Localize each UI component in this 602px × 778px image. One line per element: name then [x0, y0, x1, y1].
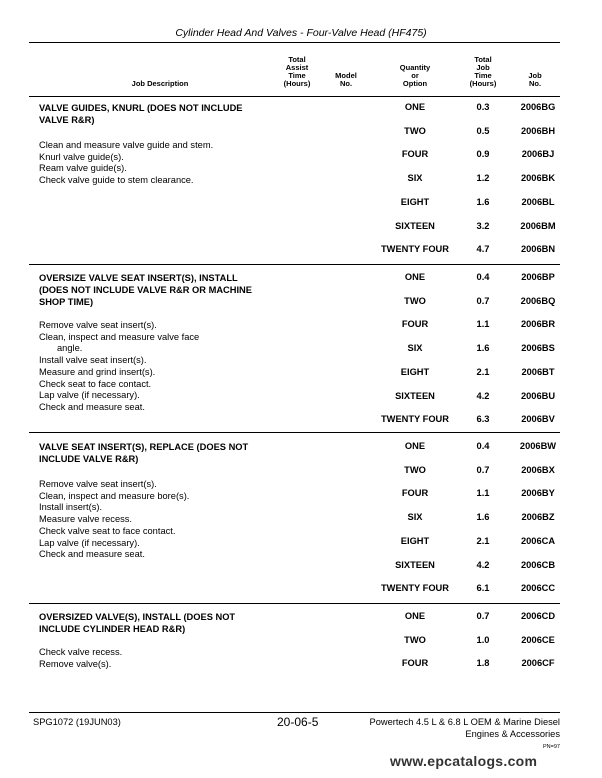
quantity-option: SIX — [407, 173, 423, 184]
job-time: 0.4 — [476, 441, 490, 451]
pn-label: PN=97 — [543, 744, 560, 750]
job-number: 2006BW — [519, 441, 557, 451]
section-heading: INCLUDE VALVE R&R) — [39, 454, 139, 464]
col-job-description: Job Description — [131, 79, 189, 88]
section-heading: OVERSIZE VALVE SEAT INSERT(S), INSTALL — [39, 273, 238, 283]
procedure-step: Clean, inspect and measure bore(s). — [39, 490, 190, 501]
procedure-step: Check and measure seat. — [39, 401, 145, 412]
procedure-step: Check valve guide to stem clearance. — [39, 175, 194, 186]
job-number: 2006CA — [520, 535, 556, 546]
header-line: Total — [288, 55, 306, 64]
header-rule — [29, 42, 560, 43]
job-time: 0.7 — [476, 464, 490, 475]
job-time: 0.9 — [476, 149, 490, 160]
col-total-job-time — [462, 56, 504, 88]
job-number: 2006BL — [521, 196, 555, 207]
column-header-rule — [29, 96, 560, 97]
header-line: Model — [335, 71, 357, 80]
quantity-option: TWENTY FOUR — [380, 414, 449, 425]
job-number: 2006BJ — [521, 149, 555, 160]
section-heading: (DOES NOT INCLUDE VALVE R&R OR MACHINE — [39, 285, 252, 295]
quantity-option: SIXTEEN — [395, 390, 435, 401]
section-heading: OVERSIZED VALVE(S), INSTALL (DOES NOT — [39, 612, 236, 622]
procedure-step: Install valve seat insert(s). — [39, 355, 147, 366]
col-job-no — [515, 72, 555, 88]
job-number: 2006CB — [520, 559, 556, 570]
job-time: 3.2 — [476, 220, 490, 231]
procedure-step: Clean, inspect and measure valve face — [39, 331, 200, 342]
procedure-step: Ream valve guide(s). — [39, 163, 127, 174]
job-time: 1.0 — [476, 634, 490, 645]
quantity-option: TWENTY FOUR — [380, 583, 449, 594]
section-divider — [29, 432, 560, 433]
quantity-option: TWO — [404, 634, 426, 645]
product-line-1: Powertech 4.5 L & 6.8 L OEM & Marine Diesel — [369, 717, 560, 727]
section-divider — [29, 603, 560, 604]
section-heading: VALVE GUIDES, KNURL (DOES NOT INCLUDE — [39, 103, 243, 113]
header-line: Option — [402, 79, 428, 88]
job-time: 0.4 — [476, 272, 490, 282]
procedure-step: Lap valve (if necessary). — [39, 537, 140, 548]
procedure-step: Check valve recess. — [39, 647, 123, 657]
header-line: Assist — [285, 63, 309, 72]
job-time: 4.2 — [476, 559, 490, 570]
section-heading: VALVE SEAT INSERT(S), REPLACE (DOES NOT — [39, 442, 249, 452]
page-number: 20-06-5 — [277, 715, 319, 729]
procedure-step: Measure and grind insert(s). — [39, 366, 156, 377]
job-number: 2006BT — [521, 366, 555, 377]
job-number: 2006BS — [521, 343, 555, 354]
job-number: 2006BG — [520, 102, 556, 112]
job-number: 2006BP — [521, 272, 555, 282]
header-line: No. — [528, 79, 542, 88]
job-number: 2006BM — [520, 220, 556, 231]
quantity-option: SIXTEEN — [395, 220, 435, 231]
job-time: 1.6 — [476, 343, 490, 354]
section-heading: VALVE R&R) — [39, 115, 95, 125]
procedure-step: Install insert(s). — [39, 502, 103, 513]
section-heading: INCLUDE CYLINDER HEAD R&R) — [39, 624, 186, 634]
quantity-option: EIGHT — [400, 535, 430, 546]
job-time: 1.6 — [476, 196, 490, 207]
col-total-assist-time — [276, 56, 318, 88]
procedure-step: Remove valve seat insert(s). — [39, 320, 157, 330]
job-time: 1.1 — [476, 319, 490, 330]
col-quantity — [390, 64, 440, 88]
job-number: 2006BX — [521, 464, 555, 475]
section-heading: SHOP TIME) — [39, 297, 94, 307]
header-line: Total — [474, 55, 492, 64]
quantity-option: TWO — [404, 295, 426, 306]
procedure-step: Lap valve (if necessary). — [39, 390, 140, 401]
job-number: 2006BY — [521, 488, 555, 499]
procedure-step: Remove valve seat insert(s). — [39, 479, 157, 489]
header-line: Job — [528, 71, 542, 80]
job-number: 2006BK — [520, 173, 556, 184]
job-time: 2.1 — [476, 366, 490, 377]
quantity-option: FOUR — [401, 658, 429, 669]
quantity-option: ONE — [404, 102, 426, 112]
quantity-option: EIGHT — [400, 196, 430, 207]
quantity-option: SIX — [407, 512, 423, 523]
section-divider — [29, 264, 560, 265]
job-number: 2006CC — [520, 583, 556, 594]
procedure-step: Measure valve recess. — [39, 514, 133, 525]
job-number: 2006CE — [521, 634, 555, 645]
quantity-option: ONE — [404, 441, 426, 451]
doc-id: SPG1072 (19JUN03) — [33, 717, 121, 727]
page-title: Cylinder Head And Valves - Four-Valve Head (HF475) — [175, 27, 427, 39]
procedure-step: Remove valve(s). — [39, 658, 112, 669]
job-number: 2006BH — [520, 125, 556, 136]
job-time: 1.2 — [476, 173, 490, 184]
quantity-option: TWO — [404, 125, 426, 136]
quantity-option: SIXTEEN — [395, 559, 435, 570]
header-line: or — [411, 71, 419, 80]
quantity-option: FOUR — [401, 319, 429, 330]
quantity-option: ONE — [404, 272, 426, 282]
quantity-option: ONE — [404, 611, 426, 621]
header-line: Quantity — [399, 63, 431, 72]
job-time: 4.2 — [476, 390, 490, 401]
job-number: 2006BU — [520, 390, 556, 401]
watermark: www.epcatalogs.com — [390, 753, 538, 769]
job-time: 6.3 — [476, 414, 490, 425]
quantity-option: TWO — [404, 464, 426, 475]
job-number: 2006BQ — [520, 295, 556, 306]
job-time: 1.1 — [476, 488, 490, 499]
job-time: 2.1 — [476, 535, 490, 546]
header-line: (Hours) — [283, 79, 311, 88]
header-line: (Hours) — [469, 79, 497, 88]
job-time: 1.6 — [476, 512, 490, 523]
header-line: Time — [288, 71, 306, 80]
header-line: Job — [476, 63, 490, 72]
footer-rule — [29, 712, 560, 713]
procedure-step: Clean and measure valve guide and stem. — [39, 140, 214, 150]
job-time: 4.7 — [476, 244, 490, 255]
quantity-option: TWENTY FOUR — [380, 244, 449, 255]
procedure-step: Check valve seat to face contact. — [39, 525, 176, 536]
quantity-option: EIGHT — [400, 366, 430, 377]
job-number: 2006BV — [521, 414, 555, 425]
job-time: 0.5 — [476, 125, 490, 136]
job-time: 6.1 — [476, 583, 490, 594]
job-number: 2006CF — [521, 658, 555, 669]
job-number: 2006BZ — [521, 512, 555, 523]
procedure-step: Check seat to face contact. — [39, 378, 152, 389]
job-time: 0.3 — [476, 102, 490, 112]
procedure-step: angle. — [57, 343, 83, 354]
header-line: No. — [339, 79, 353, 88]
col-model-no — [328, 72, 364, 88]
product-line-2: Engines & Accessories — [465, 729, 560, 739]
quantity-option: SIX — [407, 343, 423, 354]
job-number: 2006BR — [520, 319, 556, 330]
procedure-step: Check and measure seat. — [39, 549, 145, 560]
job-number: 2006CD — [520, 611, 556, 621]
job-time: 0.7 — [476, 295, 490, 306]
job-time: 0.7 — [476, 611, 490, 621]
quantity-option: FOUR — [401, 488, 429, 499]
procedure-step: Knurl valve guide(s). — [39, 151, 124, 162]
quantity-option: FOUR — [401, 149, 429, 160]
job-time: 1.8 — [476, 658, 490, 669]
job-number: 2006BN — [520, 244, 556, 255]
header-line: Time — [474, 71, 492, 80]
